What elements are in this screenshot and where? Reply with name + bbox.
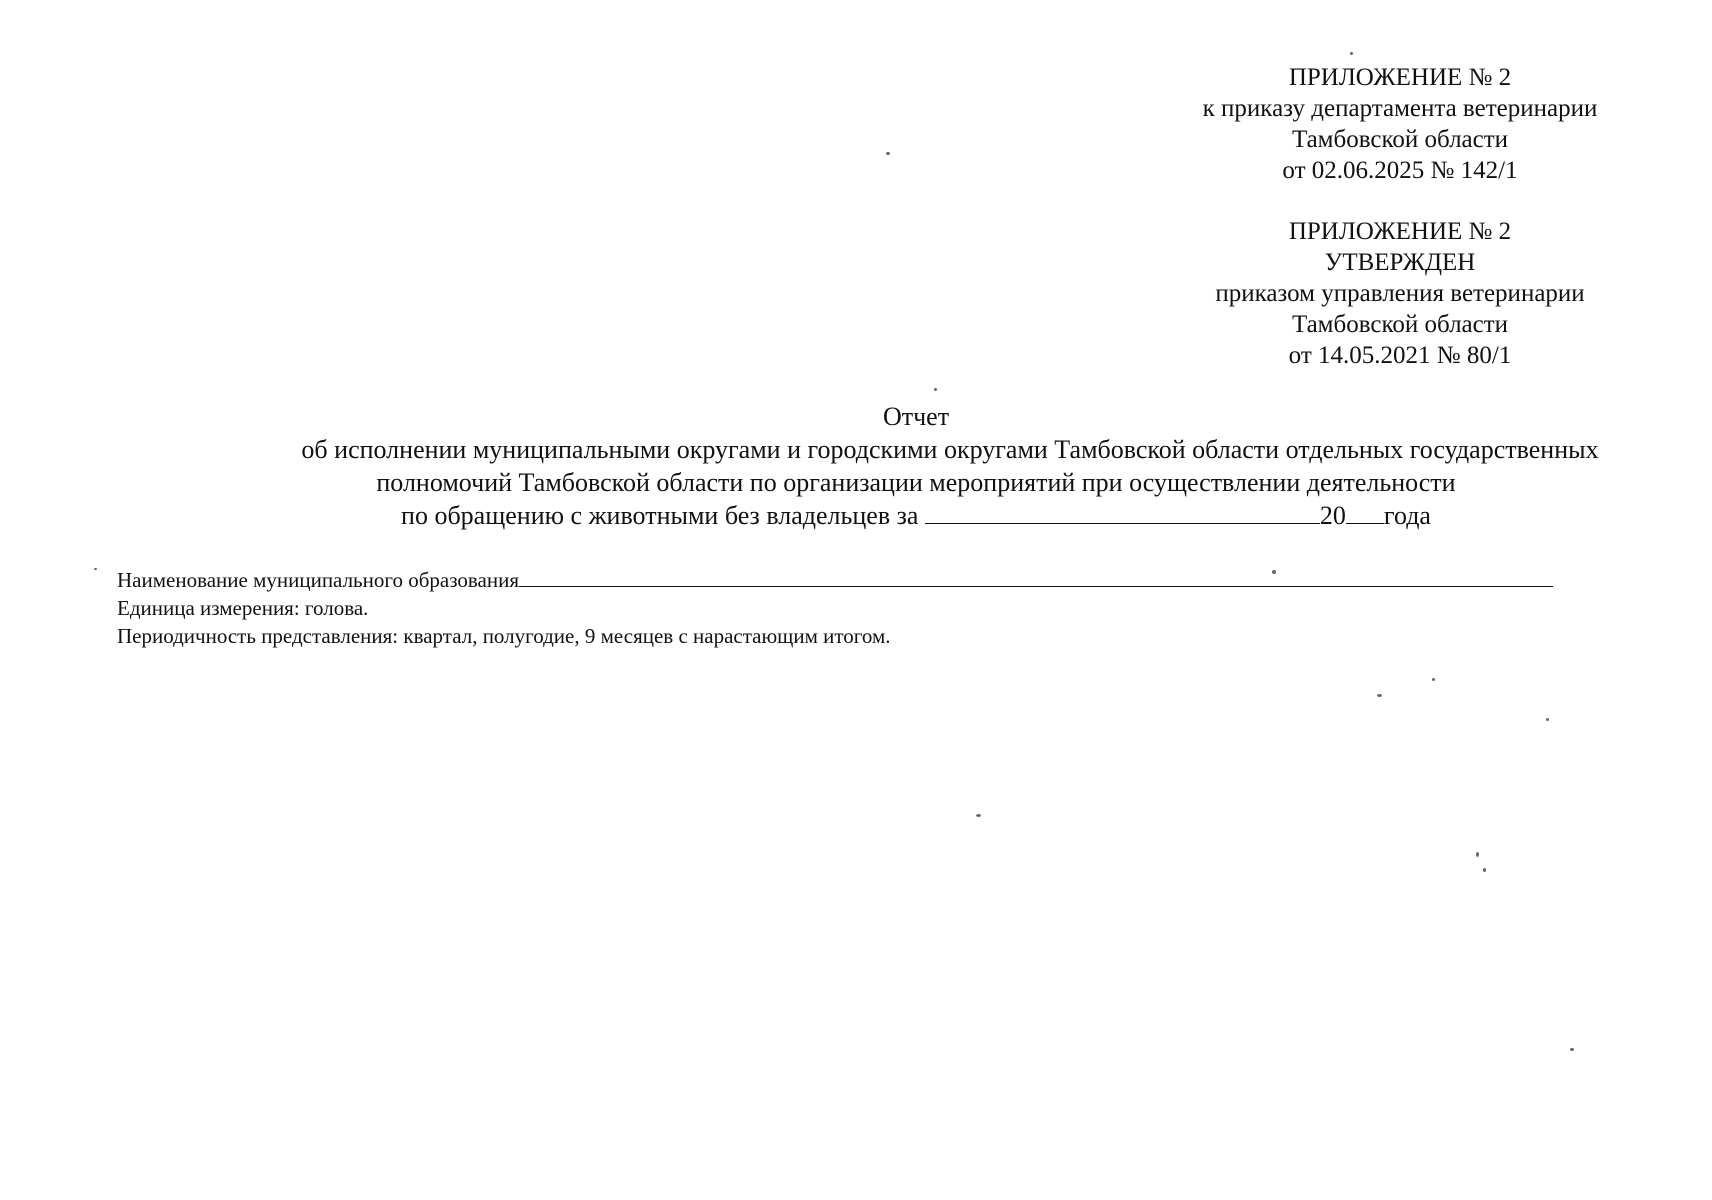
scan-speck	[1350, 52, 1353, 55]
municipality-row	[117, 566, 1637, 594]
report-period-blank[interactable]	[925, 499, 1320, 524]
report-year-suffix: года	[1383, 501, 1431, 530]
municipality-label: Наименование муниципального образования	[117, 568, 519, 592]
scan-speck	[1272, 570, 1276, 574]
order-reference: к приказу департамента ветеринарии	[1202, 95, 1598, 122]
scan-speck	[1483, 868, 1486, 872]
order-date-number: от 14.05.2021 № 80/1	[1288, 342, 1512, 369]
scan-speck	[1476, 852, 1479, 857]
region-name: Тамбовской области	[1291, 311, 1509, 338]
scan-speck	[1377, 694, 1382, 697]
report-title-line-3	[72, 499, 1712, 532]
scan-speck	[1570, 1048, 1574, 1051]
scan-speck	[934, 388, 937, 391]
report-heading: Отчет	[882, 402, 950, 431]
scan-speck	[1432, 678, 1435, 681]
municipality-blank[interactable]	[519, 566, 1553, 587]
scan-speck	[94, 568, 97, 570]
approved-stamp-text: УТВЕРЖДЕН	[1324, 249, 1476, 276]
approval-block-current	[1140, 62, 1660, 186]
order-date-number: от 02.06.2025 № 142/1	[1282, 157, 1518, 184]
unit-of-measure: Единица измерения: голова.	[117, 596, 369, 620]
report-title	[140, 400, 1712, 532]
scan-speck	[976, 814, 981, 817]
approval-block-original	[1140, 216, 1660, 371]
appendix-number: ПРИЛОЖЕНИЕ № 2	[1288, 64, 1512, 91]
report-title-line-1: об исполнении муниципальными округами и городскими округами Тамбовской области отдельных государственных	[301, 435, 1599, 464]
periodicity: Периодичность представления: квартал, полугодие, 9 месяцев с нарастающим итогом.	[117, 624, 891, 648]
report-meta	[117, 566, 1637, 650]
report-year-prefix: 20	[1319, 501, 1346, 530]
appendix-number: ПРИЛОЖЕНИЕ № 2	[1288, 218, 1512, 245]
order-reference: приказом управления ветеринарии	[1215, 280, 1585, 307]
scan-speck	[886, 152, 890, 155]
region-name: Тамбовской области	[1291, 126, 1509, 153]
report-period-label: по обращению с животными без владельцев за	[401, 501, 919, 530]
report-year-blank[interactable]	[1346, 499, 1384, 524]
report-title-line-2: полномочий Тамбовской области по организации мероприятий при осуществлении деятельности	[376, 468, 1456, 497]
scan-speck	[1546, 718, 1549, 721]
